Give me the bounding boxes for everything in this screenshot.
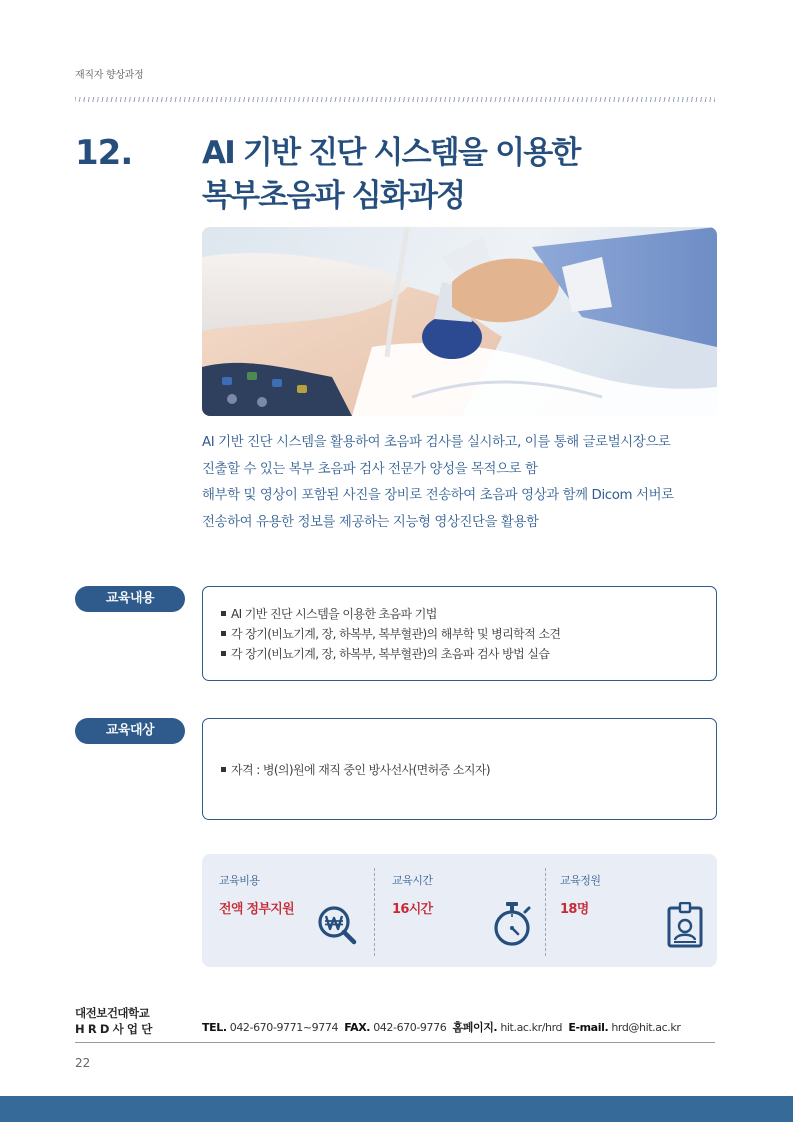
fax-label: FAX.	[344, 1021, 371, 1034]
capacity-value: 18명	[560, 902, 589, 917]
time-label: 교육시간	[392, 874, 433, 887]
footer-org-name: 대전보건대학교	[75, 1006, 150, 1020]
tel-label: TEL.	[202, 1021, 227, 1034]
tel-value: 042-670-9771~9774	[229, 1021, 339, 1034]
stopwatch-icon	[491, 900, 533, 948]
ultrasound-photo	[202, 227, 717, 416]
cost-value: 전액 정부지원	[219, 902, 294, 917]
course-description	[202, 430, 722, 536]
info-cost	[202, 854, 374, 967]
page-number: 22	[75, 1056, 91, 1070]
bullet-square-icon	[221, 631, 226, 636]
fax-value: 042-670-9776	[373, 1021, 447, 1034]
cost-label: 교육비용	[219, 874, 260, 887]
email-link[interactable]: hrd@hit.ac.kr	[611, 1021, 681, 1034]
content-box	[202, 586, 717, 681]
target-item: 자격 : 병(의)원에 재직 중인 방사선사(면허증 소지자)	[221, 760, 490, 780]
course-title-line-2: 복부초음파 심화과정	[202, 178, 465, 214]
content-item: AI 기반 진단 시스템을 이용한 초음파 기법	[221, 604, 560, 624]
homepage-label: 홈페이지.	[452, 1021, 498, 1034]
footer-contact	[202, 1019, 680, 1035]
homepage-link[interactable]: hit.ac.kr/hrd	[500, 1021, 563, 1034]
dotted-divider	[75, 97, 715, 102]
content-item: 각 장기(비뇨기계, 장, 하복부, 복부혈관)의 해부학 및 병리학적 소견	[221, 624, 560, 644]
course-title	[202, 132, 722, 218]
info-capacity	[546, 854, 717, 967]
capacity-label: 교육정원	[560, 874, 601, 887]
description-line: 전송하여 유용한 정보를 제공하는 지능형 영상진단을 활용함	[202, 514, 539, 530]
content-section-label: 교육내용	[75, 586, 185, 612]
description-line: AI 기반 진단 시스템을 활용하여 초음파 검사를 실시하고, 이를 통해 글로벌시장으로	[202, 435, 671, 450]
won-magnifier-icon	[318, 902, 358, 946]
footer-divider	[75, 1042, 715, 1043]
time-value: 16시간	[392, 902, 433, 917]
bottom-color-bar	[0, 1096, 793, 1122]
content-item: 각 장기(비뇨기계, 장, 하복부, 복부혈관)의 초음파 검사 방법 실습	[221, 644, 560, 664]
description-line: 해부학 및 영상이 포함된 사진을 장비로 전송하여 초음파 영상과 함께 Dicom 서버로	[202, 488, 674, 503]
description-line: 진출할 수 있는 복부 초음파 검사 전문가 양성을 목적으로 함	[202, 461, 538, 477]
email-label: E-mail.	[568, 1021, 609, 1034]
footer-organization	[75, 1005, 156, 1037]
bullet-square-icon	[221, 767, 226, 772]
info-time	[375, 854, 545, 967]
target-box	[202, 718, 717, 820]
id-badge-icon	[666, 902, 704, 948]
footer-org-unit: HRD사업단	[75, 1022, 156, 1036]
target-section-label: 교육대상	[75, 718, 185, 744]
bullet-square-icon	[221, 611, 226, 616]
course-number: 12.	[75, 133, 133, 173]
info-panel	[202, 854, 717, 967]
course-title-line-1: AI 기반 진단 시스템을 이용한	[202, 135, 580, 171]
header-category: 재직자 향상과정	[75, 70, 144, 81]
bullet-square-icon	[221, 651, 226, 656]
